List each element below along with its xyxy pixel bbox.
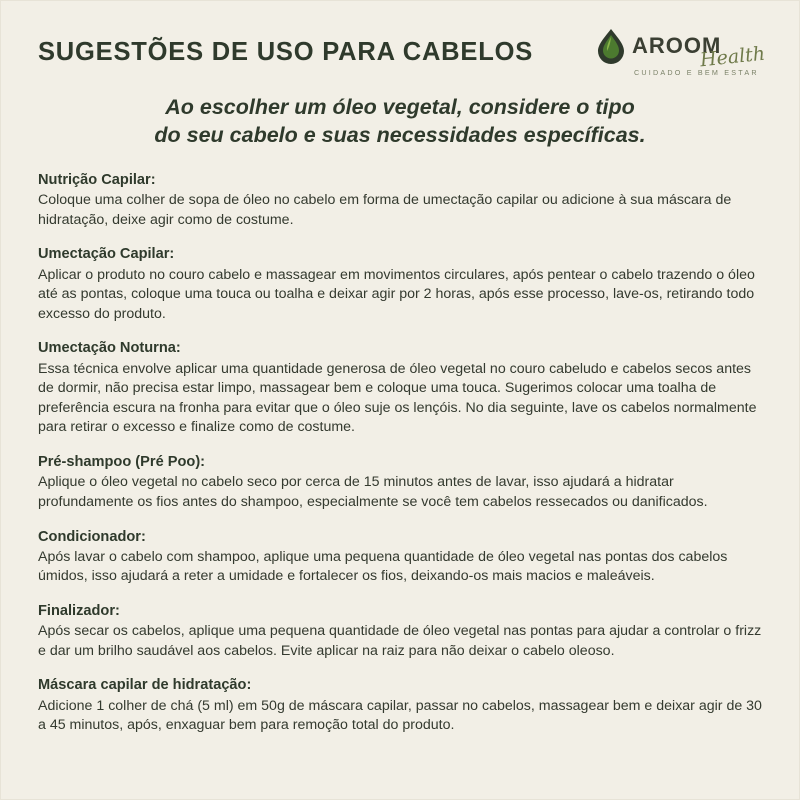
section-title: Máscara capilar de hidratação: <box>38 677 252 694</box>
section-body: Após lavar o cabelo com shampoo, aplique uma pequena quantidade de óleo vegetal nas pontas dos cabelos úmidos, isso ajudará a reter a umidade e fortalecer os fios, deixando-os mais macios e maleáveis. <box>38 548 728 585</box>
section-title: Umectação Noturna: <box>38 340 181 357</box>
section-title: Nutrição Capilar: <box>38 172 156 189</box>
lede-statement <box>60 94 740 149</box>
brand-script: Health <box>699 42 767 72</box>
document-header <box>34 26 766 84</box>
brand-wordmark: AROOM <box>632 33 722 58</box>
section-title: Condicionador: <box>38 528 146 545</box>
section-title: Pré-shampoo (Pré Poo): <box>38 454 206 471</box>
brand-logo <box>588 28 766 84</box>
usage-section <box>38 171 762 230</box>
brand-tagline: CUIDADO E BEM ESTAR <box>634 68 759 77</box>
section-body: Coloque uma colher de sopa de óleo no cabelo em forma de umectação capilar ou adicione à sua máscara de hidratação, deixe agir como de costume. <box>38 192 732 228</box>
section-body: Essa técnica envolve aplicar uma quantidade generosa de óleo vegetal no couro cabeludo e cabelos secos antes de dormir, não precisa estar limpo, massagear bem e coloque uma touca. Sugerimos colocar uma toalha de preferência escura na fronha para evitar que o óleo suje os lençóis. No dia seguinte, lave os cabelos normalmente para retirar o excesso e finalize como de costume. <box>38 360 757 436</box>
usage-section <box>38 245 762 324</box>
page-title: SUGESTÕES DE USO PARA CABELOS <box>38 38 534 66</box>
usage-section <box>38 528 762 587</box>
lede-line-1: Ao escolher um óleo vegetal, considere o tipo <box>165 95 635 119</box>
usage-section <box>38 676 762 735</box>
section-body: Adicione 1 colher de chá (5 ml) em 50g de máscara capilar, passar no cabelos, massagear bem e deixar agir de 30 a 45 minutos, após, enxaguar bem para remoção total do produto. <box>38 697 762 734</box>
usage-section <box>38 453 762 512</box>
section-body: Aplicar o produto no couro cabelo e massagear em movimentos circulares, após pentear o cabelo trazendo o óleo até as pontas, coloque uma touca ou toalha e deixar agir por 2 horas, após esse processo, lave-os, retirando todo excesso do produto. <box>38 266 755 322</box>
section-title: Finalizador: <box>38 602 120 619</box>
section-title: Umectação Capilar: <box>38 246 175 263</box>
section-body: Após secar os cabelos, aplique uma pequena quantidade de óleo vegetal nas pontas para ajudar a controlar o frizz e dar um brilho saudável aos cabelos. Evite aplicar na raiz para não deixar o cabelo oleoso. <box>38 623 762 659</box>
usage-section <box>38 339 762 438</box>
usage-sections <box>38 171 762 736</box>
lede-line-2: do seu cabelo e suas necessidades específicas. <box>154 122 646 147</box>
section-body: Aplique o óleo vegetal no cabelo seco por cerca de 15 minutos antes de lavar, isso ajudará a hidratar profundamente os fios antes do shampoo, especialmente se você tem cabelos ressecados ou danificados. <box>38 474 708 510</box>
usage-section <box>38 602 762 661</box>
leaf-drop-icon <box>594 28 628 64</box>
